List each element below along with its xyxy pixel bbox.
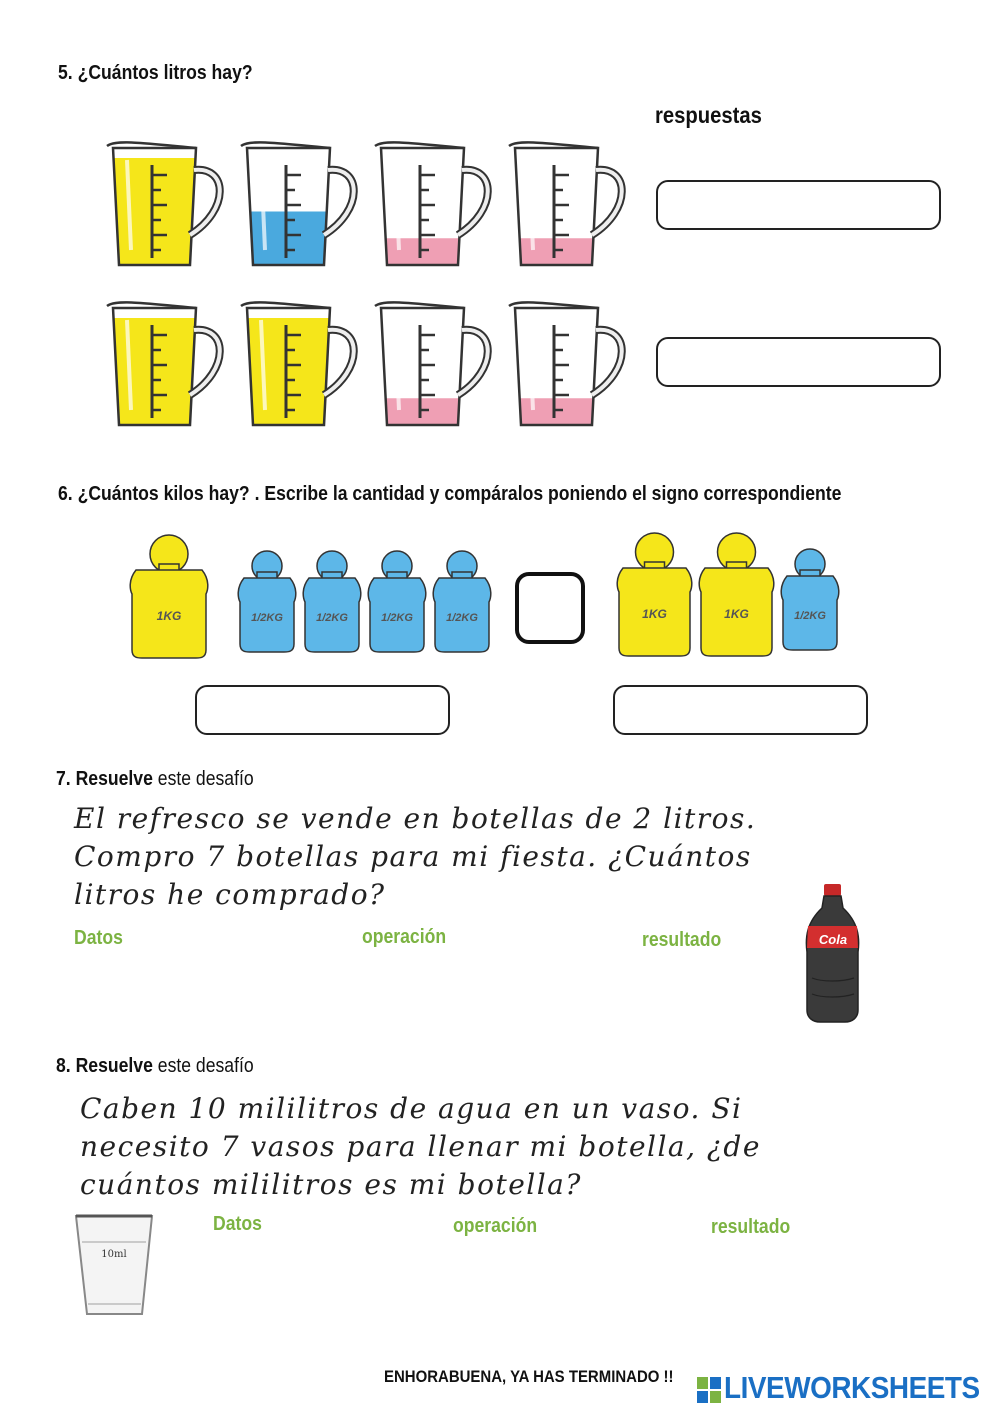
weight-label: 1/2KG xyxy=(316,612,348,624)
measuring-jug-icon xyxy=(239,302,354,425)
q8-problem-line: cuántos mililitros es mi botella? xyxy=(80,1168,582,1201)
q8-datos-label: Datos xyxy=(213,1213,262,1235)
weight-icon xyxy=(130,535,208,658)
q8-operacion-label: operación xyxy=(453,1215,538,1237)
q8-problem-line: Caben 10 mililitros de agua en un vaso. Si xyxy=(80,1092,743,1125)
measuring-jug-icon xyxy=(105,302,220,425)
measuring-jug-icon xyxy=(373,142,488,265)
weight-icon xyxy=(238,551,296,652)
weight-label: 1/2KG xyxy=(381,612,413,624)
weight-label: 1KG xyxy=(724,607,749,621)
q8-rest: este desafío xyxy=(157,1055,254,1077)
q7-datos-label: Datos xyxy=(74,927,123,949)
footer-message: ENHORABUENA, YA HAS TERMINADO !! xyxy=(384,1367,674,1386)
measuring-jug-icon xyxy=(105,142,220,265)
q7-bold-word: Resuelve xyxy=(75,768,153,790)
bottle-label: Cola xyxy=(818,932,848,947)
q7-rest: este desafío xyxy=(157,768,254,790)
q8-resultado-label: resultado xyxy=(711,1216,791,1238)
answers-label: respuestas xyxy=(655,102,762,128)
weight-label: 1/2KG xyxy=(446,612,478,624)
weight-label: 1/2KG xyxy=(794,610,826,622)
q5-row2-answer-input[interactable] xyxy=(656,337,941,387)
measuring-jug-icon xyxy=(373,302,488,425)
q7-problem-line: Compro 7 botellas para mi fiesta. ¿Cuántos xyxy=(74,840,752,873)
weight-label: 1/2KG xyxy=(251,612,283,624)
weight-label: 1KG xyxy=(642,607,667,621)
q7-problem-line: El refresco se vende en botellas de 2 litros. xyxy=(74,802,757,835)
weight-icon xyxy=(617,533,692,656)
weight-icon xyxy=(368,551,426,652)
q6-title: 6. ¿Cuántos kilos hay? . Escribe la cantidad y compáralos poniendo el signo correspondiente xyxy=(58,483,842,505)
measuring-jug-icon xyxy=(507,142,622,265)
q6-left-answer-input[interactable] xyxy=(195,685,450,735)
measuring-jug-icon xyxy=(507,302,622,425)
measuring-jug-icon xyxy=(239,142,354,265)
comparison-sign-input[interactable] xyxy=(515,572,585,644)
weight-icon xyxy=(433,551,491,652)
weight-label: 1KG xyxy=(156,609,182,623)
q8-number: 8. xyxy=(56,1055,71,1077)
liveworksheets-logo-icon xyxy=(697,1377,721,1403)
cup-icon xyxy=(72,1212,157,1320)
q7-heading xyxy=(56,768,254,791)
right-weights xyxy=(612,528,867,663)
q7-problem-line: litros he comprado? xyxy=(74,878,386,911)
cup-label: 10ml xyxy=(101,1249,127,1260)
left-weights xyxy=(125,530,505,665)
brand-name: LIVEWORKSHEETS xyxy=(724,1370,980,1405)
measuring-jugs xyxy=(95,135,640,440)
weight-icon xyxy=(303,551,361,652)
q5-title: 5. ¿Cuántos litros hay? xyxy=(58,62,253,84)
q7-number: 7. xyxy=(56,768,71,790)
cola-bottle-icon xyxy=(800,882,865,1027)
q6-right-answer-input[interactable] xyxy=(613,685,868,735)
q8-problem xyxy=(80,1090,761,1204)
q8-problem-line: necesito 7 vasos para llenar mi botella, ¿de xyxy=(80,1130,761,1163)
q8-bold-word: Resuelve xyxy=(75,1055,153,1077)
weight-icon xyxy=(699,533,774,656)
q7-resultado-label: resultado xyxy=(642,929,722,951)
weight-icon xyxy=(781,549,839,650)
q7-problem xyxy=(74,800,756,914)
q7-operacion-label: operación xyxy=(362,926,447,948)
q5-row1-answer-input[interactable] xyxy=(656,180,941,230)
q8-heading xyxy=(56,1055,254,1078)
